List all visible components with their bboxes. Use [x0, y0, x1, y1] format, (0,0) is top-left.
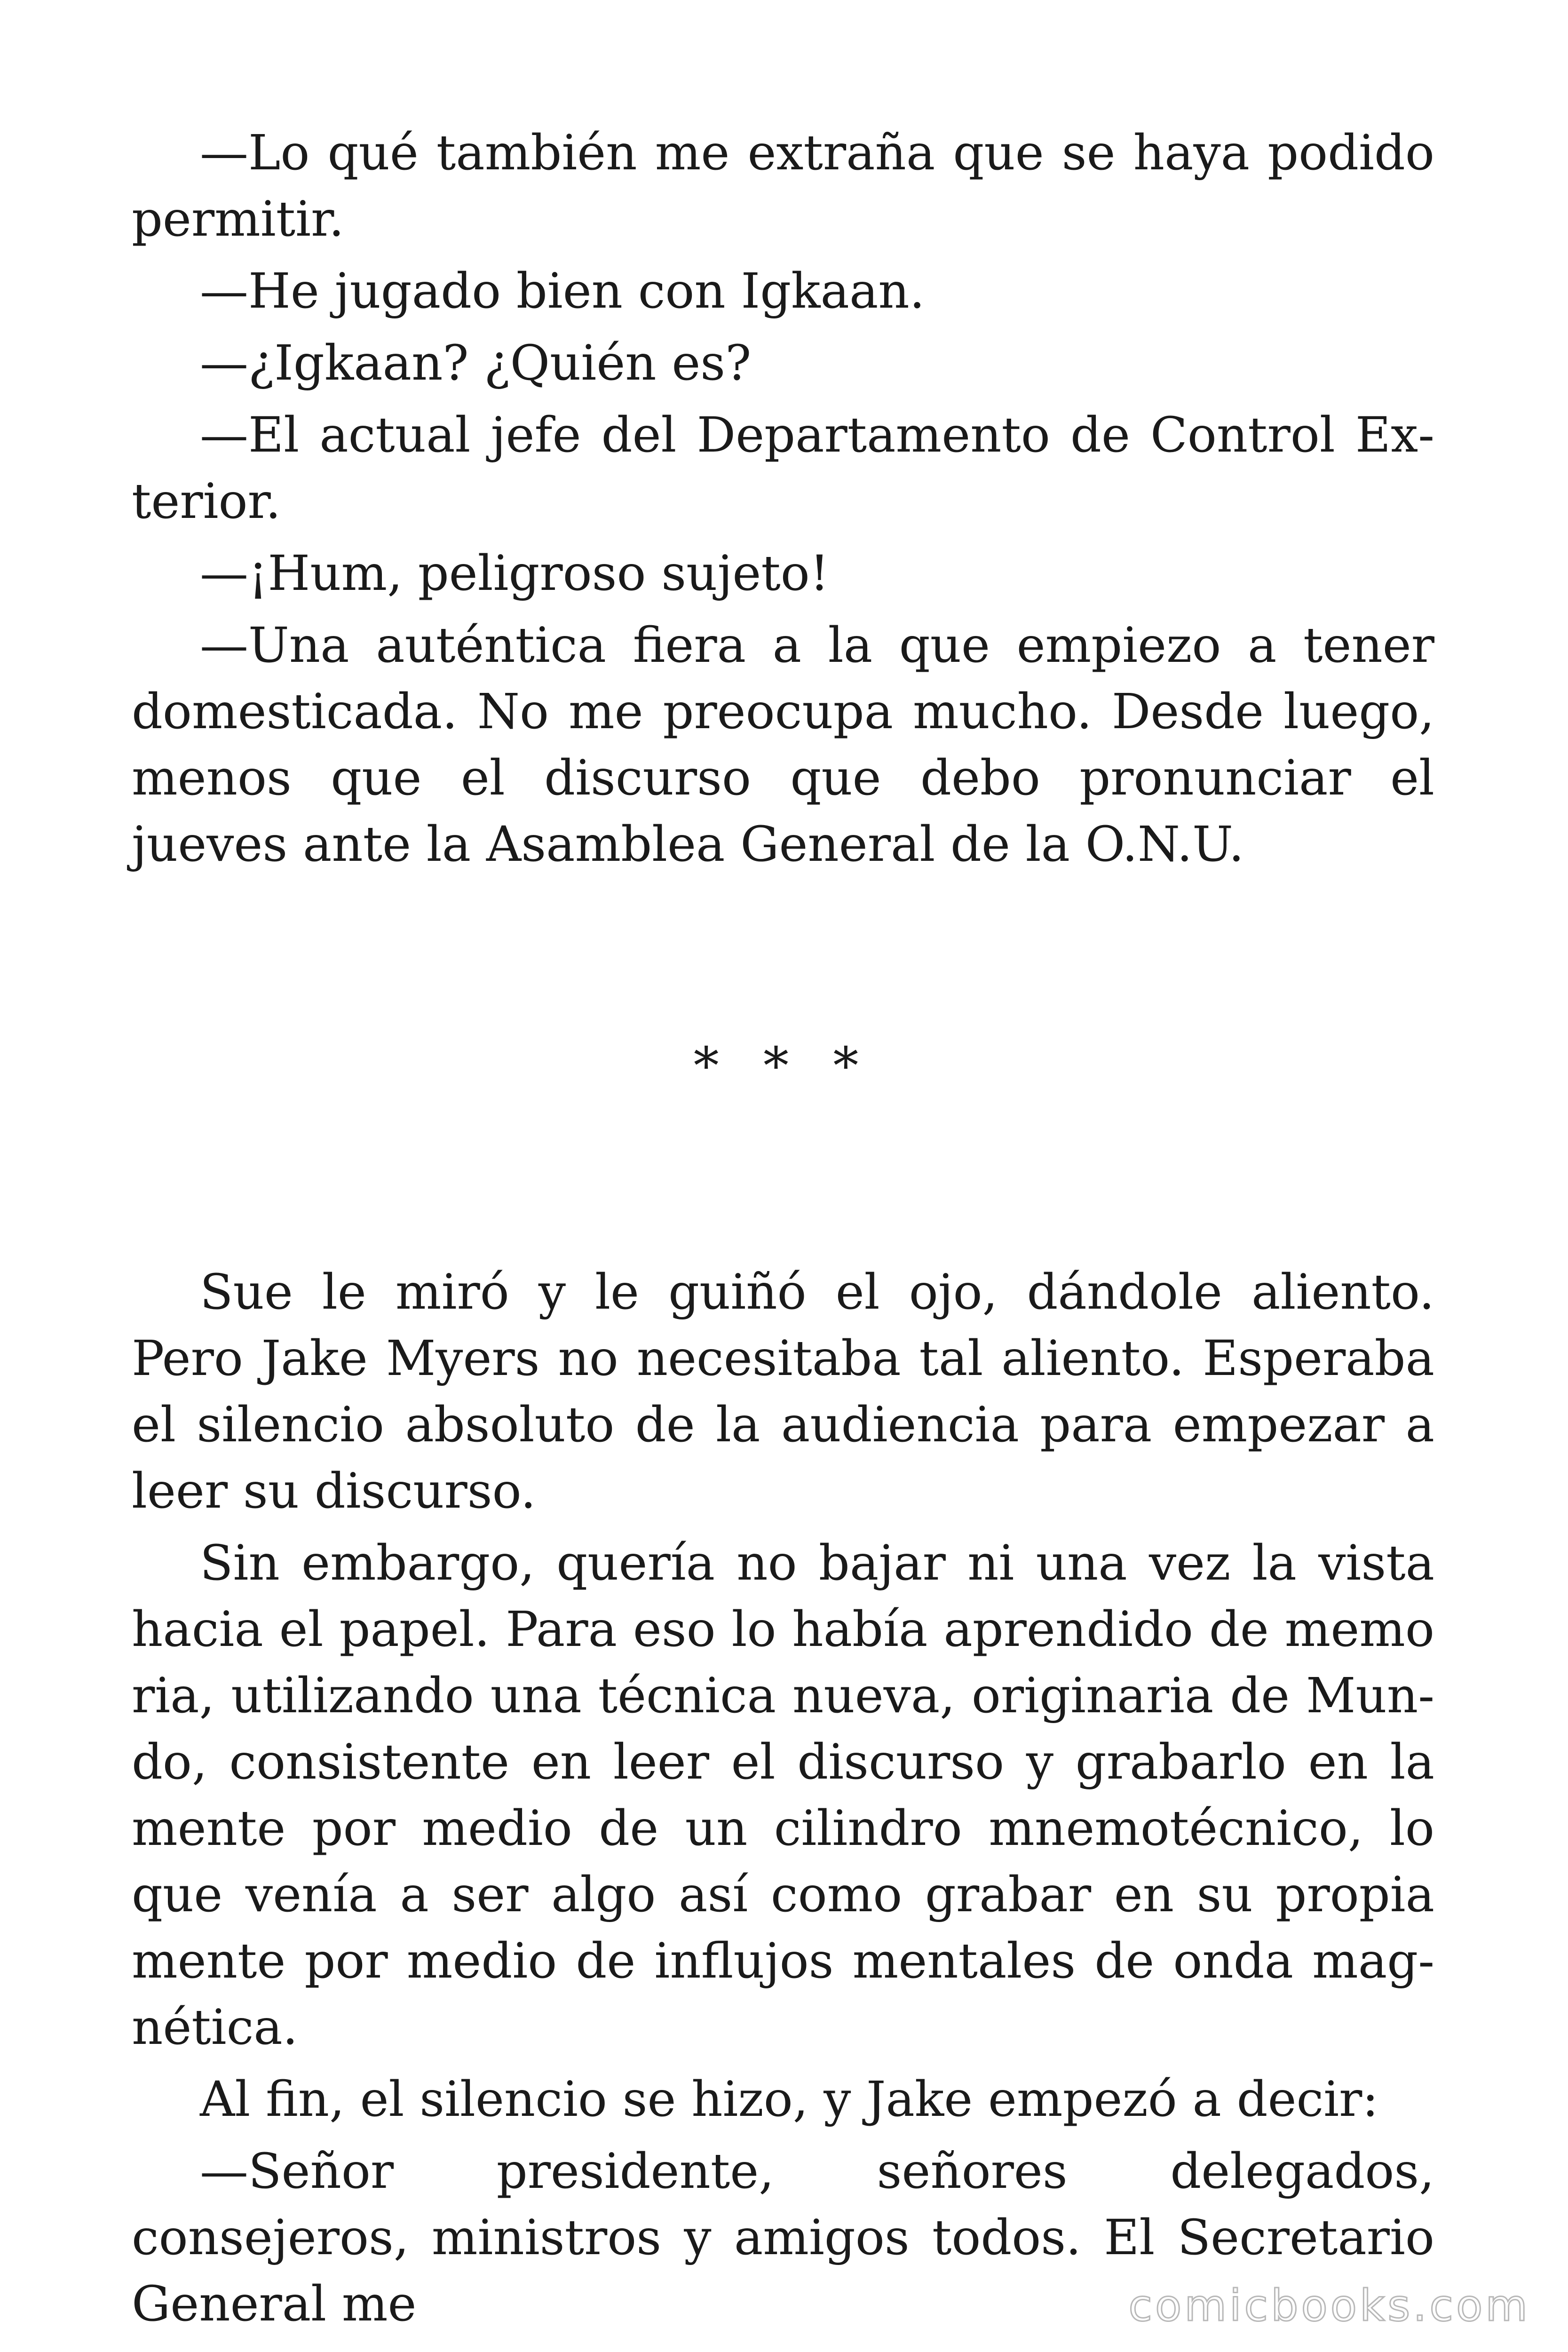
section-separator: * * * [693, 1037, 873, 1096]
section-two [132, 1259, 1434, 2337]
paragraph: Sue le miró y le guiñó el ojo, dándole aliento. Pero Jake Myers no necesitaba tal aliento. Esperaba el silencio absoluto de la audiencia para empezar a leer su discurso. [132, 1264, 1434, 1519]
paragraph: —Lo qué también me extraña que se haya podido permitir. [132, 125, 1434, 247]
paragraph: —¿Igkaan? ¿Quién es? [200, 335, 752, 391]
book-page [132, 120, 1434, 2343]
paragraph: Al fin, el silencio se hizo, y Jake empezó a decir: [200, 2071, 1379, 2128]
section-one [132, 120, 1434, 878]
paragraph: —El actual jefe del Departamento de Control Exterior. [132, 407, 1434, 530]
watermark: comicbooks.com [1128, 2280, 1530, 2331]
paragraph: Sin embargo, quería no bajar ni una vez la vista hacia el papel. Para eso lo había aprendido de memo ria, utilizando una técnica nueva, originaria de Mundo, consistente en leer el discurso y grabarlo en la mente por medio de un cilindro mnemotécnico, lo que venía a ser algo así como grabar en su propia mente por medio de influjos mentales de onda magnética. [132, 1535, 1434, 2056]
paragraph: —Una auténtica fiera a la que empiezo a tener domesticada. No me preocupa mucho. Desde luego, menos que el discurso que debo pronunciar el jueves ante la Asamblea General de la O.N.U. [132, 617, 1434, 873]
paragraph: —He jugado bien con Igkaan. [200, 263, 925, 319]
paragraph: —¡Hum, peligroso sujeto! [200, 545, 830, 602]
paragraph: —Señor presidente, señores delegados, consejeros, ministros y amigos todos. El Secretario General me [132, 2143, 1434, 2332]
